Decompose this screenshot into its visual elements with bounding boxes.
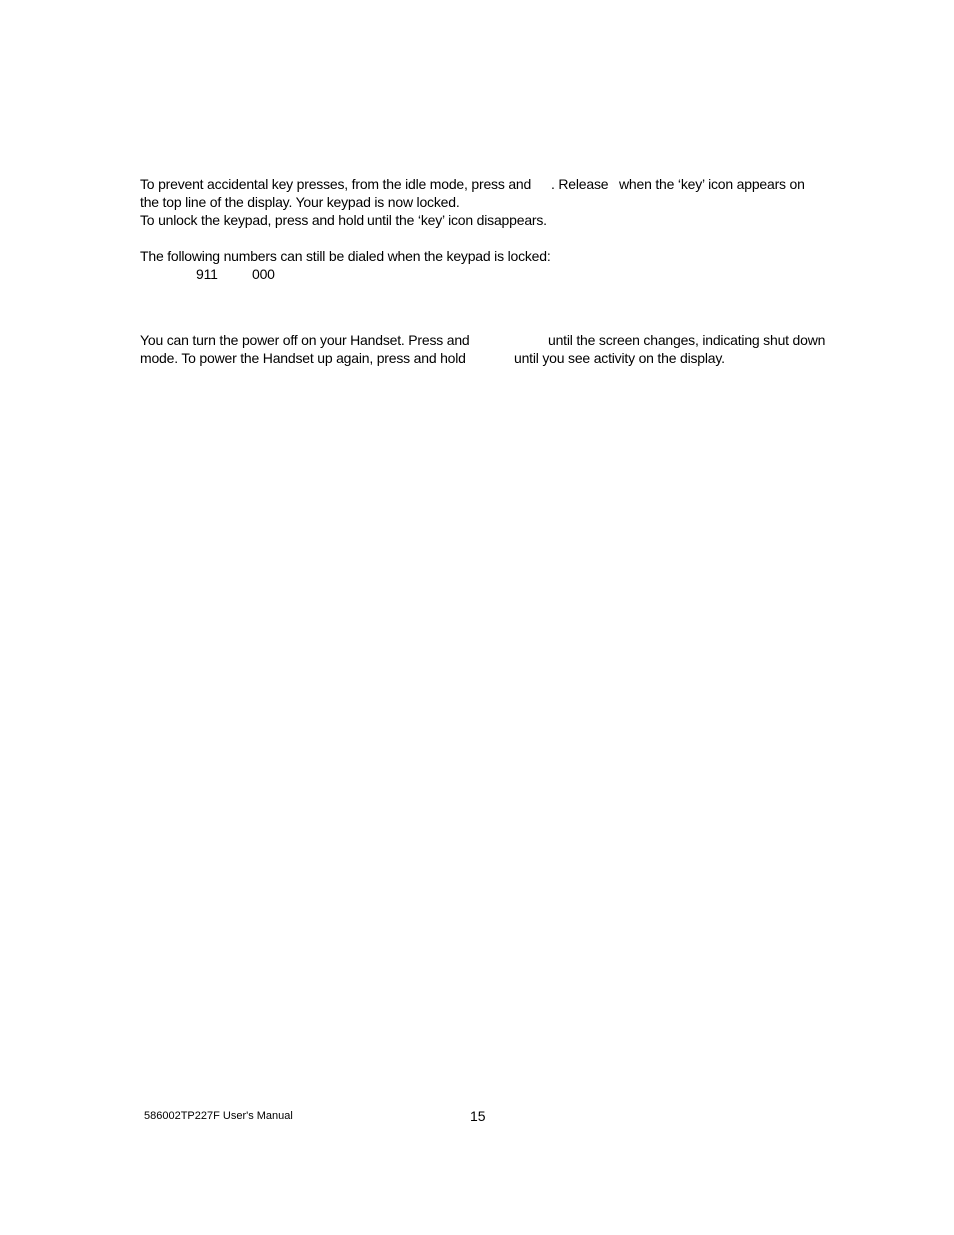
power-text-2a: mode. To power the Handset up again, press and hold [140, 350, 466, 366]
power-text-1b: until the screen changes, indicating shut down [548, 332, 826, 348]
page-number: 15 [470, 1108, 486, 1124]
keypad-lock-text-1c: when the ‘key’ icon appears on [619, 176, 805, 192]
power-text-2b: until you see activity on the display. [514, 350, 725, 366]
footer-manual-name: 586002TP227F User's Manual [144, 1110, 293, 1122]
keypad-lock-line-2 [140, 193, 460, 211]
keypad-lock-text-2: the top line of the display. Your keypad is now locked. [140, 194, 460, 210]
emergency-number: 911 [196, 266, 218, 282]
keypad-lock-text-1b: . Release [551, 176, 609, 192]
emergency-intro-text: The following numbers can still be dialed when the keypad is locked: [140, 248, 551, 264]
keypad-unlock-text-b: until the ‘key’ icon disappears. [367, 212, 547, 228]
emergency-intro [140, 247, 551, 265]
power-text-1a: You can turn the power off on your Handset. Press and [140, 332, 470, 348]
emergency-number: 000 [252, 266, 275, 282]
keypad-lock-text-1a: To prevent accidental key presses, from the idle mode, press and [140, 176, 532, 192]
keypad-unlock-text-a: To unlock the keypad, press and hold [140, 212, 364, 228]
